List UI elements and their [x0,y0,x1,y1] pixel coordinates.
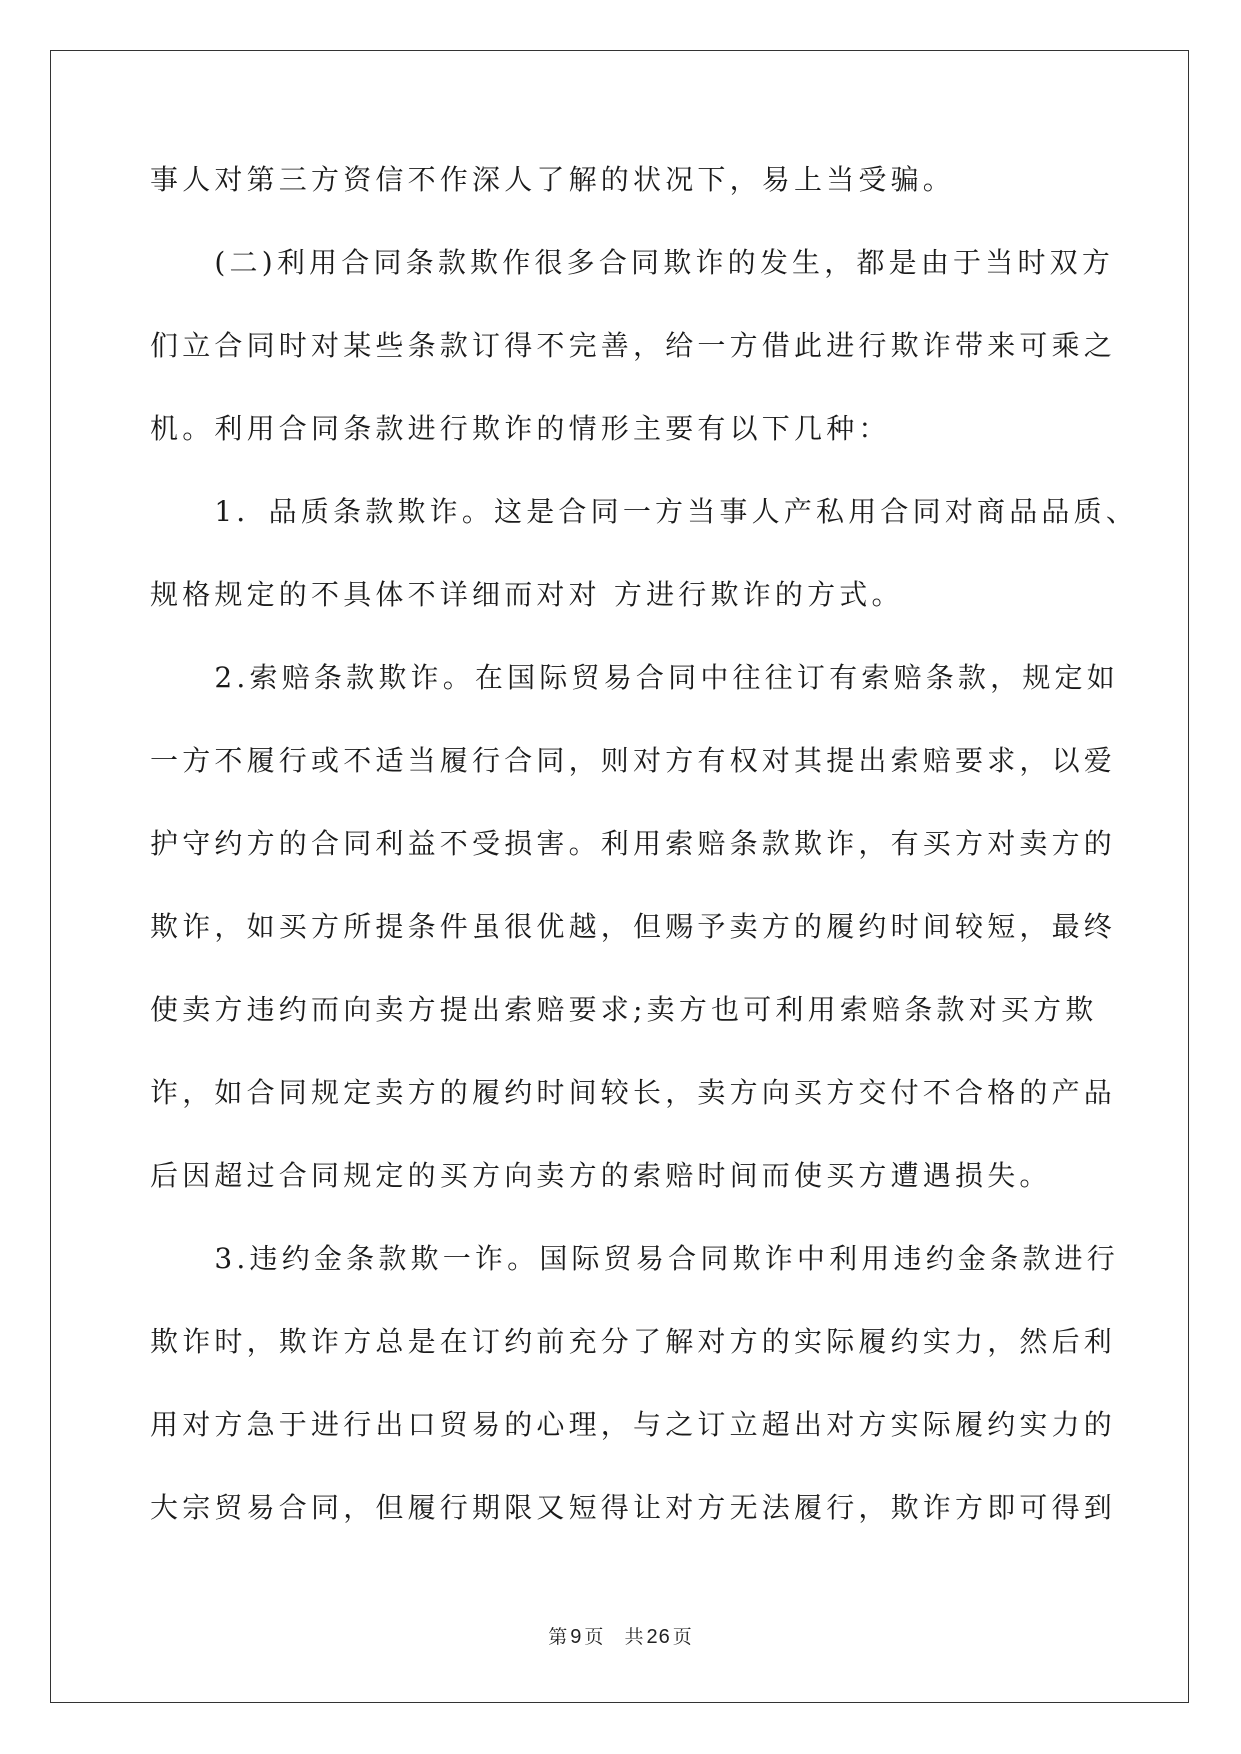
text-line: 们立合同时对某些条款订得不完善，给一方借此进行欺诈带来可乘之 [150,329,1117,362]
total-pages-number: 26 [646,1626,671,1648]
text-line: 1．品质条款欺诈。这是合同一方当事人产私用合同对商品品质、 [150,495,1139,528]
current-page-number: 9 [570,1626,583,1648]
text-line: 一方不履行或不适当履行合同，则对方有权对其提出索赔要求，以爱 [150,744,1117,777]
text-line: 用对方急于进行出口贸易的心理，与之订立超出对方实际履约实力的 [150,1408,1117,1441]
text-line: 欺诈，如买方所提条件虽很优越，但赐予卖方的履约时间较短，最终 [150,910,1117,943]
total-pages-suffix: 页 [672,1626,693,1648]
text-line: 3.违约金条款欺一诈。国际贸易合同欺诈中利用违约金条款进行 [150,1242,1119,1275]
page-number-suffix: 页 [584,1626,605,1648]
text-line: 诈，如合同规定卖方的履约时间较长，卖方向买方交付不合格的产品 [150,1076,1117,1109]
text-line: (二)利用合同条款欺作很多合同欺诈的发生，都是由于当时双方 [150,246,1115,279]
total-pages-prefix: 共 [624,1626,645,1648]
text-line: 欺诈时，欺诈方总是在订约前充分了解对方的实际履约实力，然后利 [150,1325,1117,1358]
text-line: 后因超过合同规定的买方向卖方的索赔时间而使买方遭遇损失。 [150,1159,1052,1192]
text-line: 使卖方违约而向卖方提出索赔要求;卖方也可利用索赔条款对买方欺 [150,993,1098,1026]
page-footer [0,1622,1241,1649]
text-line: 护守约方的合同利益不受损害。利用索赔条款欺诈，有买方对卖方的 [150,827,1117,860]
document-body [150,160,1139,1571]
page-number-prefix: 第 [548,1626,569,1648]
text-line: 大宗贸易合同，但履行期限又短得让对方无法履行，欺诈方即可得到 [150,1491,1117,1524]
text-line: 规格规定的不具体不详细而对对 方进行欺诈的方式。 [150,578,904,611]
text-line: 机。利用合同条款进行欺诈的情形主要有以下几种： [150,412,891,445]
text-line: 事人对第三方资信不作深人了解的状况下，易上当受骗。 [150,163,956,196]
text-line: 2.索赔条款欺诈。在国际贸易合同中往往订有索赔条款，规定如 [150,661,1119,694]
